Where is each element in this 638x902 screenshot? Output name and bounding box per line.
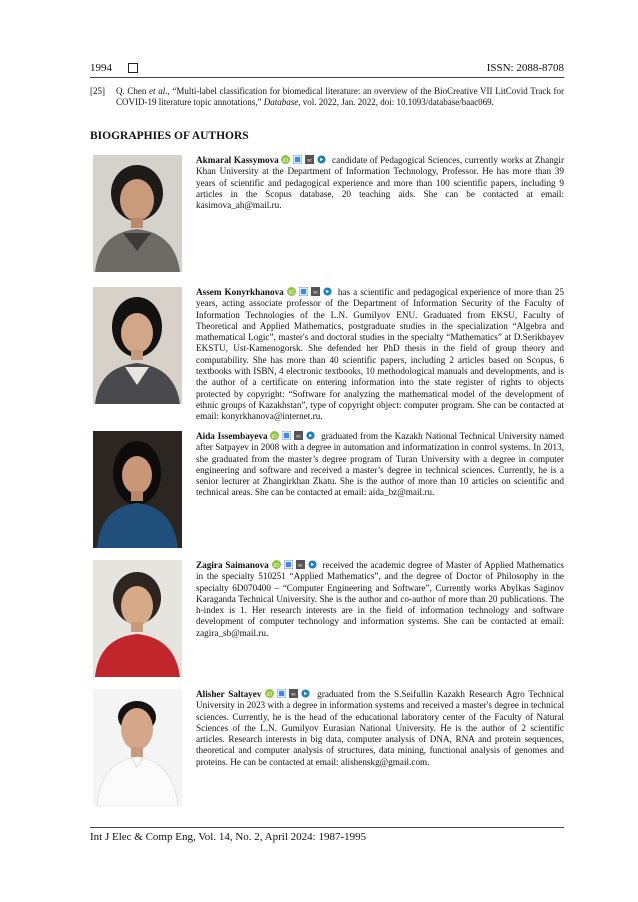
author-description: received the academic degree of Master of Applied Mathematics in the specialty 510251 “Applied Mathematics”, and the degree of Doctor of Philosophy in the specialty 6D070400 – “Computer Engineering and Software”, Currently works Abylkas Saginov Karaganda Technical University. She is the author and co-author of more than 20 publications. The h-index is 1. Her research interests are in the field of information technology and software development of computer technology and information systems. She can be contacted at email: zagira_sb@mail.ru. — [196, 560, 565, 638]
author-name: Aida Issembayeva — [196, 431, 268, 441]
author-photo — [93, 689, 182, 806]
google-scholar-icon[interactable] — [284, 560, 293, 569]
orcid-icon[interactable] — [272, 560, 281, 569]
orcid-icon[interactable] — [287, 287, 296, 296]
google-scholar-icon[interactable] — [277, 689, 286, 698]
running-footer: Int J Elec & Comp Eng, Vol. 14, No. 2, April 2024: 1987-1995 — [90, 831, 367, 843]
header-rule — [90, 77, 564, 78]
author-description: has a scientific and pedagogical experience of more than 25 years, acting associate professor of the Department of Information Security of the Faculty of Information Technologies of the L.N. Gumilyov ENU. Graduated from EKSU, Faculty of Theoretical and Applied Mathematics, postgraduate studies in the specialization “Algebra and mathematical Logic”, master's and doctoral studies in the specialty “Mathematics” at D.Serikbayev EKSTU, Ust-Kamenogorsk. She defended her PhD thesis in the field of group theory and computability. She has more than 40 scientific papers, including 2 articles based on Scopus, 6 textbooks with ISBN, 4 electronic textbooks, 10 methodological manuals and developments, and is the author of a certificate on entering information into the state register of rights to objects protected by copyright: “Software for analyzing the mathematical model of the development of ethnic groups of Kazakhstan”, type of copyright object: computer program. She can be contacted at email: konyrkhanova@internet.ru. — [196, 287, 564, 422]
publons-icon[interactable] — [317, 155, 326, 164]
svg-text:iD: iD — [283, 157, 289, 164]
author-photo — [93, 431, 182, 548]
reference-entry — [90, 86, 564, 108]
scopus-icon[interactable] — [305, 155, 314, 164]
svg-text:sc: sc — [291, 691, 297, 697]
footer-rule — [90, 827, 564, 828]
page-number: 1994 — [90, 62, 112, 74]
scopus-icon[interactable] — [296, 560, 305, 569]
scopus-icon[interactable] — [289, 689, 298, 698]
orcid-icon[interactable] — [270, 431, 279, 440]
author-bio-text — [196, 431, 564, 499]
svg-text:sc: sc — [296, 433, 302, 439]
author-name: Assem Konyrkhanova — [196, 287, 284, 297]
author-photo — [93, 155, 182, 272]
running-header — [90, 62, 564, 76]
svg-text:iD: iD — [267, 691, 273, 698]
orcid-icon[interactable] — [265, 689, 274, 698]
author-name: Zagira Saimanova — [196, 560, 269, 570]
svg-text:sc: sc — [313, 289, 318, 295]
svg-text:sc: sc — [297, 562, 303, 568]
author-photo — [93, 287, 182, 404]
author-name: Akmaral Kassymova — [196, 155, 279, 165]
issn: ISSN: 2088-8708 — [486, 62, 564, 74]
publons-icon[interactable] — [323, 287, 332, 296]
publons-icon[interactable] — [308, 560, 317, 569]
square-icon — [128, 63, 138, 73]
reference-text: Q. Chen et al., “Multi-label classification for biomedical literature: an overview of the BioCreative VII LitCovid Track for COVID-19 literature topic annotations,” Database, vol. 2022, Jan. 2022, doi: 10.1093/database/baac069. — [116, 86, 564, 107]
author-bio-text — [196, 689, 564, 768]
author-bio-text — [196, 287, 564, 423]
google-scholar-icon[interactable] — [293, 155, 302, 164]
orcid-icon[interactable] — [281, 155, 290, 164]
author-bio-text — [196, 155, 564, 211]
scopus-icon[interactable] — [294, 431, 303, 440]
google-scholar-icon[interactable] — [282, 431, 291, 440]
reference-number: [25] — [90, 86, 105, 96]
author-name: Alisher Saltayev — [196, 689, 262, 699]
svg-text:iD: iD — [273, 562, 279, 569]
svg-text:iD: iD — [288, 289, 294, 296]
author-description: graduated from the S.Seifullin Kazakh Research Agro Technical University in 2023 with a degree in information systems and received a master's degree in technical sciences. Currently, he is the head of the educational laboratory center of the Faculty of Natural Sciences of the L.N. Gumilyov Eurasian National University. He is the author of 2 scientific articles. Research interests in big data, computer analysis of DNA, RNA and protein sequences, theoretical and computer analysis of structures, data mining, functional analysis of genomes and proteins. He can be contacted at email: alishenskg@gmail.com. — [196, 689, 564, 767]
section-title: BIOGRAPHIES OF AUTHORS — [90, 130, 249, 142]
publons-icon[interactable] — [306, 431, 315, 440]
author-photo — [93, 560, 182, 677]
google-scholar-icon[interactable] — [299, 287, 308, 296]
svg-text:sc: sc — [307, 157, 313, 163]
svg-text:iD: iD — [272, 433, 278, 440]
publons-icon[interactable] — [301, 689, 310, 698]
author-description: candidate of Pedagogical Sciences, currently works at Zhangir Khan University at the Department of Information Technology, Professor. He has more than 39 years of scientific and pedagogical experience and more than 100 scientific papers, including 9 articles in the Scopus database, 20 teaching aids. She can be contacted at email: kasimova_ah@mail.ru. — [196, 155, 565, 211]
author-description: graduated from the Kazakh National Technical University named after Satpayev in 2008 with a degree in automation and informatization in control systems. In 2013, she graduated from the master’s degree program of Turan University with a degree in computer engineering and software and received a master’s degree in technical sciences. Currently, he is a senior lecturer at Zhangirkhan Zkatu. She is the author of more than 10 articles on scientific and technical areas. She can be contacted at email: aida_bz@mail.ru. — [196, 431, 564, 498]
author-bio-text — [196, 560, 564, 639]
scopus-icon[interactable] — [311, 287, 320, 296]
